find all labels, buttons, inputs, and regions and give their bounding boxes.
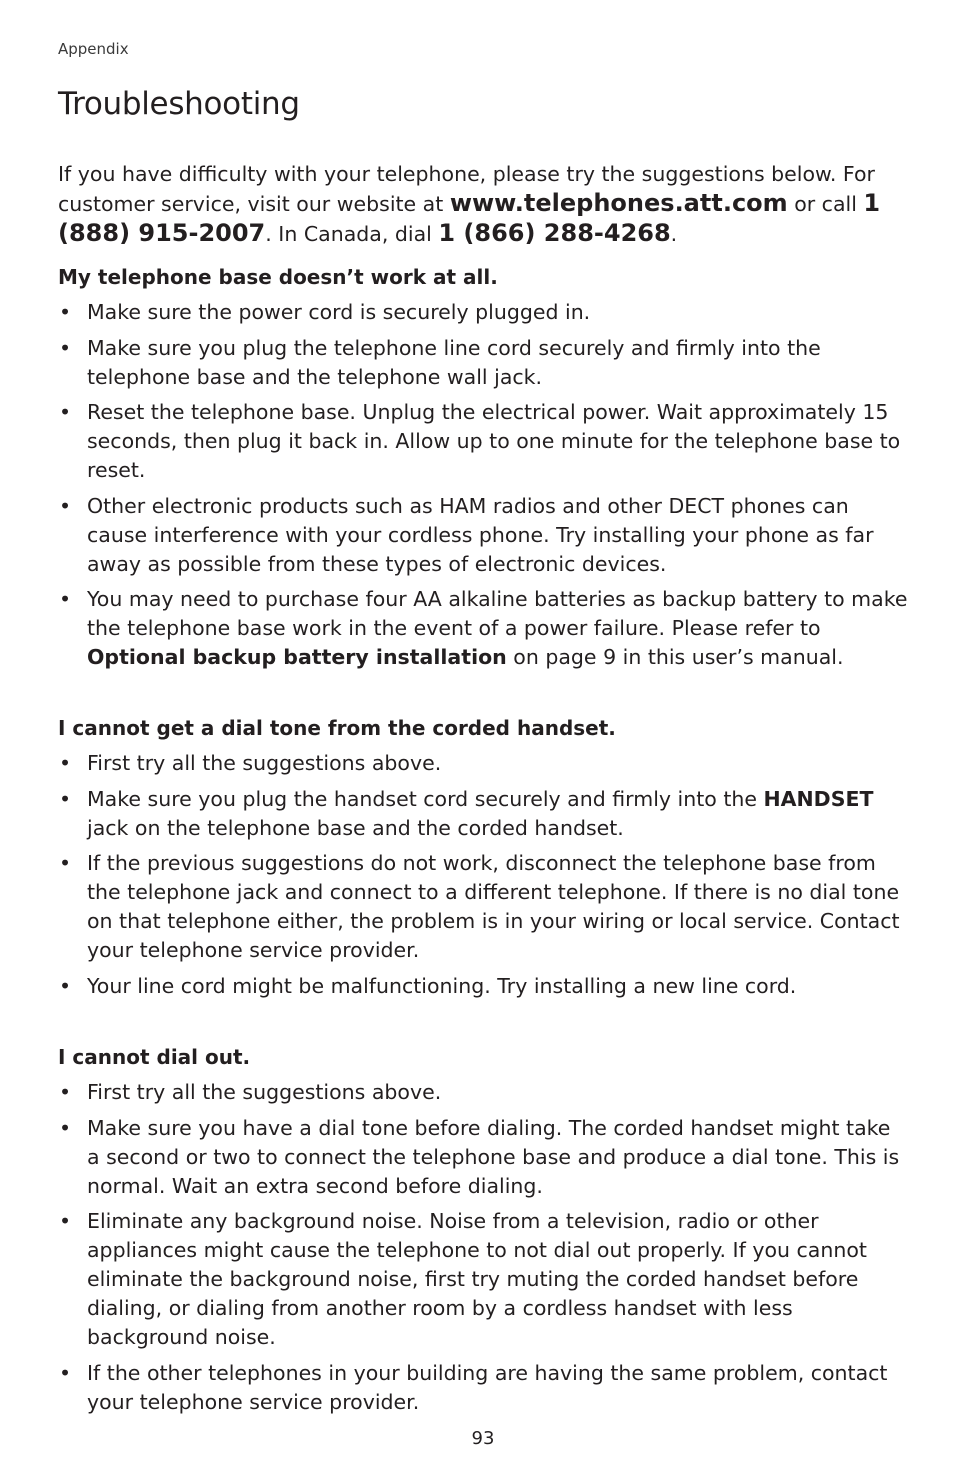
page-number: 93 xyxy=(471,1428,495,1449)
intro-text-2: or call xyxy=(787,192,864,216)
page-title: Troubleshooting xyxy=(58,86,300,122)
phone-us: 1 (888) 915-2007 xyxy=(58,189,881,247)
intro-paragraph xyxy=(58,160,908,249)
list-item xyxy=(58,785,908,843)
item-text: on page 9 in this user’s manual. xyxy=(506,645,844,669)
section-no-dial-tone xyxy=(58,714,908,1007)
cross-reference: Optional backup battery installation xyxy=(87,645,507,669)
intro-text-3: . In Canada, dial xyxy=(265,222,439,246)
list-item: • If the previous suggestions do not work, disconnect the telephone base from the telephone jack and connect to a different telephone. If there is no dial tone on that telephone either, the problem is in your wiring or local service. Contact your telephone service provider. xyxy=(58,849,908,965)
section-heading: I cannot dial out. xyxy=(58,1045,251,1069)
list-item: • Make sure the power cord is securely plugged in. xyxy=(58,298,908,327)
list-item: • First try all the suggestions above. xyxy=(58,1078,908,1107)
list-item: • Reset the telephone base. Unplug the electrical power. Wait approximately 15 seconds, then plug it back in. Allow up to one minute for the telephone base to reset. xyxy=(58,398,908,485)
list-item xyxy=(58,585,908,672)
intro-text-4: . xyxy=(670,222,678,246)
list-item: • If the other telephones in your building are having the same problem, contact your telephone service provider. xyxy=(58,1359,908,1417)
item-text: Make sure you plug the handset cord securely and firmly into the xyxy=(87,786,764,811)
list-item: • Other electronic products such as HAM radios and other DECT phones can cause interference with your cordless phone. Try installing your phone as far away as possible from these types of electronic devices. xyxy=(58,492,908,579)
suggestion-list xyxy=(58,1078,908,1417)
section-heading: I cannot get a dial tone from the corded handset. xyxy=(58,716,616,740)
intro-text-1: If you have difficulty with your telephone, please try the suggestions below. For customer service, visit our website at xyxy=(58,162,875,216)
item-text: You may need to purchase four AA alkaline batteries as backup battery to make the telephone base work in the event of a power failure. Please refer to xyxy=(87,587,908,640)
item-text: jack on the telephone base and the corded handset. xyxy=(87,815,624,840)
section-cannot-dial-out xyxy=(58,1043,908,1423)
handset-jack-label: HANDSET xyxy=(763,786,874,811)
list-item: • Make sure you have a dial tone before dialing. The corded handset might take a second or two to connect the telephone base and produce a dial tone. This is normal. Wait an extra second before dialing. xyxy=(58,1114,908,1201)
suggestion-list xyxy=(58,749,908,1001)
section-label: Appendix xyxy=(58,40,129,58)
list-item: • Make sure you plug the telephone line cord securely and firmly into the telephone base and the telephone wall jack. xyxy=(58,334,908,392)
list-item: • Eliminate any background noise. Noise from a television, radio or other appliances might cause the telephone to not dial out properly. If you cannot eliminate the background noise, first try muting the corded handset before dialing, or dialing from another room by a cordless handset with less background noise. xyxy=(58,1207,908,1352)
section-base-not-working xyxy=(58,263,908,679)
list-item: • Your line cord might be malfunctioning. Try installing a new line cord. xyxy=(58,972,908,1001)
phone-canada: 1 (866) 288-4268 xyxy=(438,219,671,247)
suggestion-list xyxy=(58,298,908,672)
website-link[interactable]: www.telephones.att.com xyxy=(449,189,788,217)
section-heading: My telephone base doesn’t work at all. xyxy=(58,265,498,289)
list-item: • First try all the suggestions above. xyxy=(58,749,908,778)
